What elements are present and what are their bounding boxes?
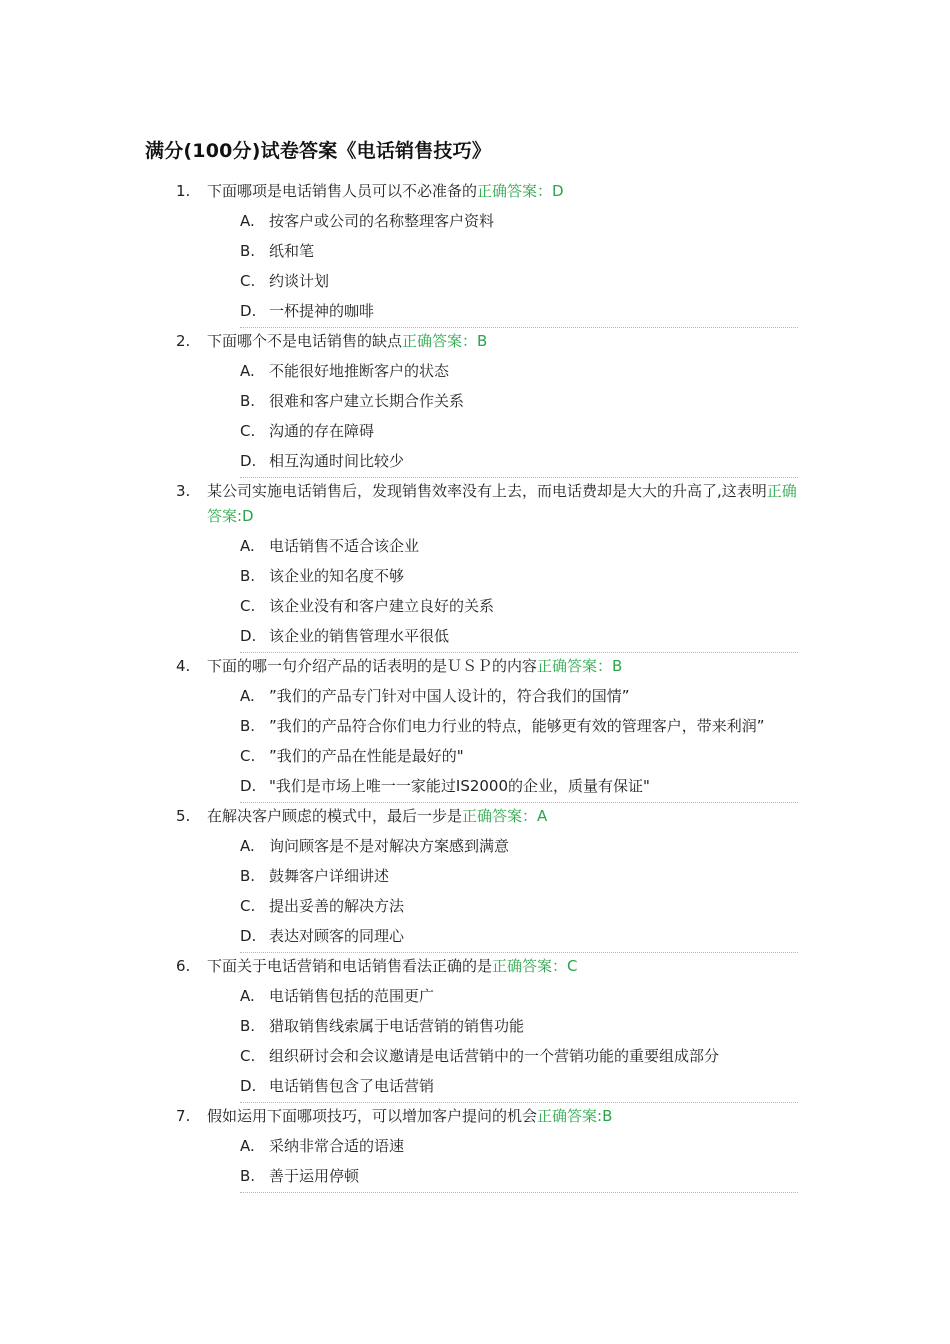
option-letter: A.	[240, 687, 255, 705]
question-number: 4.	[176, 657, 191, 675]
option-list	[240, 684, 798, 803]
question-row	[176, 178, 798, 204]
option-item	[240, 299, 798, 324]
question-text: 某公司实施电话销售后，发现销售效率没有上去，而电话费却是大大的升高了,这表明	[207, 482, 767, 500]
option-letter: A.	[240, 537, 255, 555]
question-text-wrap	[207, 329, 798, 354]
option-text: 该企业没有和客户建立良好的关系	[269, 597, 495, 615]
question-item	[176, 478, 798, 653]
correct-answer: 正确答案：B	[537, 657, 623, 675]
question-item	[176, 1103, 798, 1193]
option-letter: C.	[240, 272, 256, 290]
option-text: 该企业的销售管理水平很低	[269, 627, 450, 645]
option-text: 很难和客户建立长期合作关系	[269, 392, 465, 410]
option-letter: D.	[240, 302, 257, 320]
option-letter: B.	[240, 1017, 256, 1035]
option-item	[240, 1074, 798, 1099]
option-item	[240, 534, 798, 559]
option-item	[240, 419, 798, 444]
option-text: 不能很好地推断客户的状态	[269, 362, 450, 380]
option-letter: B.	[240, 242, 256, 260]
option-text: 该企业的知名度不够	[269, 567, 405, 585]
question-text: 下面哪项是电话销售人员可以不必准备的	[207, 182, 478, 200]
document-title: 满分(100分)试卷答案《电话销售技巧》	[145, 140, 492, 162]
question-text: 下面的哪一句介绍产品的话表明的是ＵＳＰ的内容	[207, 657, 538, 675]
option-item	[240, 269, 798, 294]
option-text: 采纳非常合适的语速	[269, 1137, 405, 1155]
correct-answer: 正确答案：B	[402, 332, 488, 350]
option-text: ”我们的产品专门针对中国人设计的，符合我们的国情”	[269, 687, 630, 705]
option-item	[240, 834, 798, 859]
option-item	[240, 684, 798, 709]
option-text: 提出妥善的解决方法	[269, 897, 405, 915]
option-letter: C.	[240, 747, 256, 765]
correct-answer: 正确答案：C	[492, 957, 578, 975]
question-text-wrap	[207, 654, 798, 679]
option-item	[240, 984, 798, 1009]
option-letter: A.	[240, 1137, 255, 1155]
option-item	[240, 714, 798, 739]
question-number: 2.	[176, 332, 191, 350]
option-item	[240, 1134, 798, 1159]
option-item	[240, 209, 798, 234]
option-item	[240, 564, 798, 589]
option-list	[240, 1134, 798, 1193]
option-text: 组织研讨会和会议邀请是电话营销中的一个营销功能的重要组成部分	[269, 1047, 720, 1065]
option-text: 沟通的存在障碍	[269, 422, 375, 440]
option-text: 按客户或公司的名称整理客户资料	[269, 212, 495, 230]
option-list	[240, 984, 798, 1103]
option-item	[240, 1044, 798, 1069]
option-text: 询问顾客是不是对解决方案感到满意	[269, 837, 510, 855]
option-text: 约谈计划	[269, 272, 330, 290]
question-row	[176, 328, 798, 354]
option-list	[240, 834, 798, 953]
option-item	[240, 359, 798, 384]
question-item	[176, 653, 798, 803]
question-text: 下面关于电话营销和电话销售看法正确的是	[207, 957, 493, 975]
option-letter: C.	[240, 1047, 256, 1065]
option-letter: B.	[240, 717, 256, 735]
option-list	[240, 359, 798, 478]
correct-answer: 正确答案：D	[477, 182, 564, 200]
option-item	[240, 774, 798, 799]
option-letter: D.	[240, 627, 257, 645]
option-letter: D.	[240, 452, 257, 470]
correct-answer: 正确答案:D	[207, 482, 797, 525]
option-letter: B.	[240, 567, 256, 585]
option-text: 表达对顾客的同理心	[269, 927, 405, 945]
option-text: 一杯提神的咖啡	[269, 302, 375, 320]
question-item	[176, 328, 798, 478]
option-letter: C.	[240, 422, 256, 440]
question-row	[176, 1103, 798, 1129]
option-text: 善于运用停顿	[269, 1167, 360, 1185]
option-text: 电话销售不适合该企业	[269, 537, 420, 555]
option-list	[240, 534, 798, 653]
question-row	[176, 653, 798, 679]
option-item	[240, 594, 798, 619]
question-item	[176, 178, 798, 328]
option-text: 猎取销售线索属于电话营销的销售功能	[269, 1017, 525, 1035]
option-letter: A.	[240, 212, 255, 230]
question-text: 下面哪个不是电话销售的缺点	[207, 332, 403, 350]
question-item	[176, 803, 798, 953]
option-letter: C.	[240, 897, 256, 915]
option-item	[240, 924, 798, 949]
question-item	[176, 953, 798, 1103]
question-number: 5.	[176, 807, 191, 825]
option-letter: D.	[240, 1077, 257, 1095]
question-number: 3.	[176, 482, 191, 500]
question-number: 7.	[176, 1107, 191, 1125]
question-text: 假如运用下面哪项技巧，可以增加客户提问的机会	[207, 1107, 538, 1125]
option-item	[240, 624, 798, 649]
option-text: "我们是市场上唯一一家能过IS2000的企业，质量有保证"	[269, 777, 650, 795]
option-item	[240, 744, 798, 769]
question-text-wrap	[207, 954, 798, 979]
option-letter: D.	[240, 927, 257, 945]
option-letter: B.	[240, 867, 256, 885]
option-item	[240, 864, 798, 889]
option-text: ”我们的产品符合你们电力行业的特点，能够更有效的管理客户，带来利润”	[269, 717, 765, 735]
question-text-wrap	[207, 479, 798, 529]
option-text: 相互沟通时间比较少	[269, 452, 405, 470]
option-item	[240, 894, 798, 919]
option-text: 电话销售包括的范围更广	[269, 987, 435, 1005]
question-row	[176, 478, 798, 529]
question-text: 在解决客户顾虑的模式中，最后一步是	[207, 807, 463, 825]
question-row	[176, 803, 798, 829]
option-item	[240, 449, 798, 474]
question-list	[176, 178, 798, 1193]
question-row	[176, 953, 798, 979]
option-list	[240, 209, 798, 328]
question-text-wrap	[207, 1104, 798, 1129]
question-number: 6.	[176, 957, 191, 975]
option-text: 鼓舞客户详细讲述	[269, 867, 390, 885]
correct-answer: 正确答案：A	[462, 807, 548, 825]
question-number: 1.	[176, 182, 191, 200]
option-text: 电话销售包含了电话营销	[269, 1077, 435, 1095]
option-letter: A.	[240, 987, 255, 1005]
option-item	[240, 389, 798, 414]
option-letter: D.	[240, 777, 257, 795]
option-letter: A.	[240, 837, 255, 855]
correct-answer: 正确答案:B	[537, 1107, 613, 1125]
option-item	[240, 239, 798, 264]
option-item	[240, 1014, 798, 1039]
option-text: 纸和笔	[269, 242, 315, 260]
option-item	[240, 1164, 798, 1189]
question-text-wrap	[207, 179, 798, 204]
option-letter: B.	[240, 1167, 256, 1185]
question-text-wrap	[207, 804, 798, 829]
option-letter: A.	[240, 362, 255, 380]
option-letter: C.	[240, 597, 256, 615]
option-text: ”我们的产品在性能是最好的"	[269, 747, 464, 765]
option-letter: B.	[240, 392, 256, 410]
